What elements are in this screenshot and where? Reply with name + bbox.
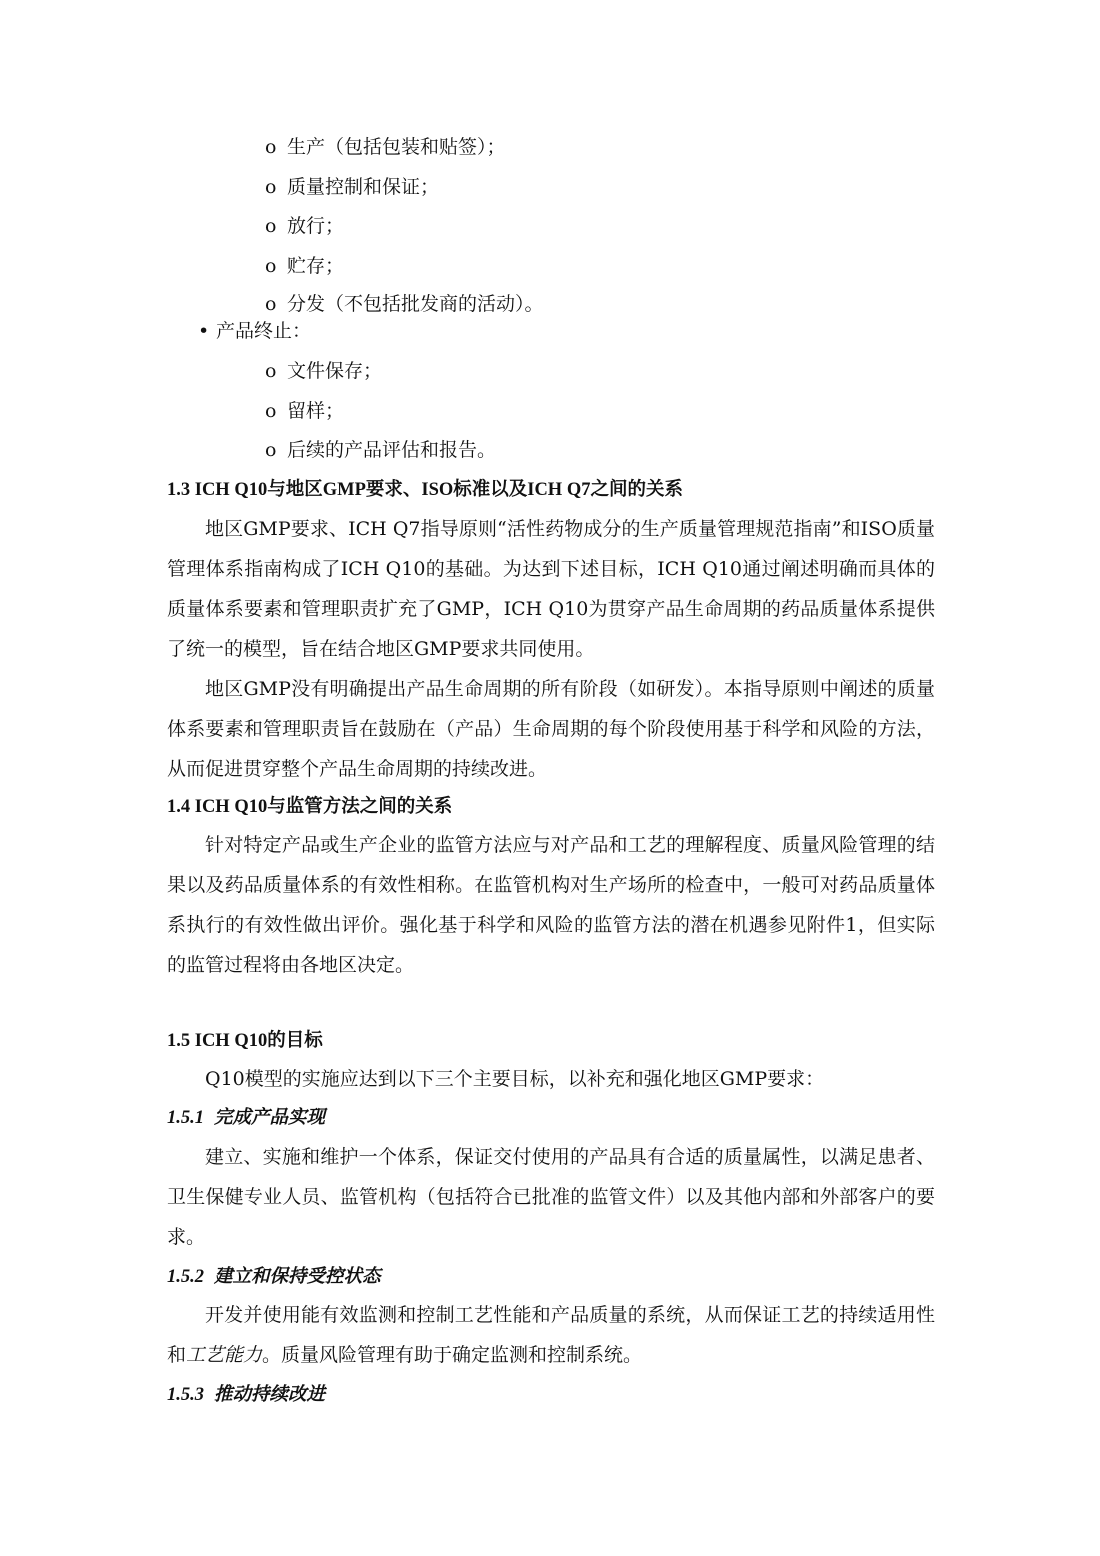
circle-bullet-icon: o xyxy=(265,136,277,158)
paragraph-text: 。质量风险管理有助于确定监测和控制系统。 xyxy=(262,1344,643,1366)
paragraph xyxy=(167,1295,935,1375)
subsection-body-1-5-1 xyxy=(167,1137,935,1257)
subsection-heading-1-5-1 xyxy=(167,1106,325,1130)
section-intro-1-5 xyxy=(167,1059,935,1099)
subsection-title: 推动持续改进 xyxy=(214,1385,326,1405)
paragraph: Q10模型的实施应达到以下三个主要目标，以补充和强化地区GMP要求： xyxy=(205,1068,825,1090)
subsection-title: 建立和保持受控状态 xyxy=(214,1267,381,1287)
section-body-1-3 xyxy=(167,509,935,789)
list-item xyxy=(265,399,344,423)
list-item xyxy=(265,254,344,278)
circle-bullet-icon: o xyxy=(265,400,277,422)
list-item xyxy=(265,214,344,238)
list-item xyxy=(265,292,544,316)
circle-bullet-icon: o xyxy=(265,360,277,382)
emphasis-term: 工艺能力 xyxy=(186,1344,263,1366)
section-heading-1-4: 1.4 ICH Q10与监管方法之间的关系 xyxy=(167,797,453,817)
list-item-text: 留样； xyxy=(287,400,345,422)
list-item-text: 文件保存； xyxy=(287,360,383,382)
subsection-number: 1.5.3 xyxy=(167,1385,204,1405)
list-item-text: 生产（包括包装和贴签）； xyxy=(287,136,506,158)
list-item-text: 分发（不包括批发商的活动）。 xyxy=(287,293,544,315)
list-item xyxy=(265,135,506,159)
paragraph: 地区GMP没有明确提出产品生命周期的所有阶段（如研发）。本指导原则中阐述的质量体系要素和管理职责旨在鼓励在（产品）生命周期的每个阶段使用基于科学和风险的方法，从而促进贯穿整个产品生命周期的持续改进。 xyxy=(167,678,935,780)
circle-bullet-icon: o xyxy=(265,176,277,198)
subsection-body-1-5-2 xyxy=(167,1295,935,1375)
section-body-1-4 xyxy=(167,825,935,985)
circle-bullet-icon: o xyxy=(265,439,277,461)
paragraph: 建立、实施和维护一个体系，保证交付使用的产品具有合适的质量属性，以满足患者、卫生保健专业人员、监管机构（包括符合已批准的监管文件）以及其他内部和外部客户的要求。 xyxy=(167,1146,935,1248)
subsection-heading-1-5-3 xyxy=(167,1383,325,1407)
subsection-heading-1-5-2 xyxy=(167,1265,381,1289)
circle-bullet-icon: o xyxy=(265,293,277,315)
subsection-number: 1.5.2 xyxy=(167,1267,204,1287)
paragraph-text: 开发并使用能有效监测和控制工艺性能和产品质量的系统，从而保证工艺的持续适用性和 xyxy=(167,1304,935,1366)
list-item xyxy=(265,175,439,199)
subsection-title: 完成产品实现 xyxy=(214,1108,326,1128)
list-item-text: 放行； xyxy=(287,215,345,237)
list-item-text: 质量控制和保证； xyxy=(287,176,440,198)
subsection-number: 1.5.1 xyxy=(167,1108,204,1128)
section-heading-1-5: 1.5 ICH Q10的目标 xyxy=(167,1031,323,1051)
paragraph: 地区GMP要求、ICH Q7指导原则“活性药物成分的生产质量管理规范指南”和ISO质量管理体系指南构成了ICH Q10的基础。为达到下述目标，ICH Q10通过阐述明确而具体的质量体系要素和管理职责扩充了GMP，ICH Q10为贯穿产品生命周期的药品质量体系提供了统一的模型，旨在结合地区GMP要求共同使用。 xyxy=(167,518,935,660)
bullet-item xyxy=(198,319,311,343)
section-heading-1-3: 1.3 ICH Q10与地区GMP要求、ISO标准以及ICH Q7之间的关系 xyxy=(167,480,683,500)
list-item xyxy=(265,359,382,383)
bullet-icon: • xyxy=(198,320,210,342)
list-item-text: 贮存； xyxy=(287,255,345,277)
list-item-text: 后续的产品评估和报告。 xyxy=(287,439,497,461)
list-item xyxy=(265,438,496,462)
circle-bullet-icon: o xyxy=(265,215,277,237)
paragraph: 针对特定产品或生产企业的监管方法应与对产品和工艺的理解程度、质量风险管理的结果以及药品质量体系的有效性相称。在监管机构对生产场所的检查中，一般可对药品质量体系执行的有效性做出评价。强化基于科学和风险的监管方法的潜在机遇参见附件1，但实际的监管过程将由各地区决定。 xyxy=(167,834,935,976)
circle-bullet-icon: o xyxy=(265,255,277,277)
bullet-item-text: 产品终止： xyxy=(216,320,312,342)
